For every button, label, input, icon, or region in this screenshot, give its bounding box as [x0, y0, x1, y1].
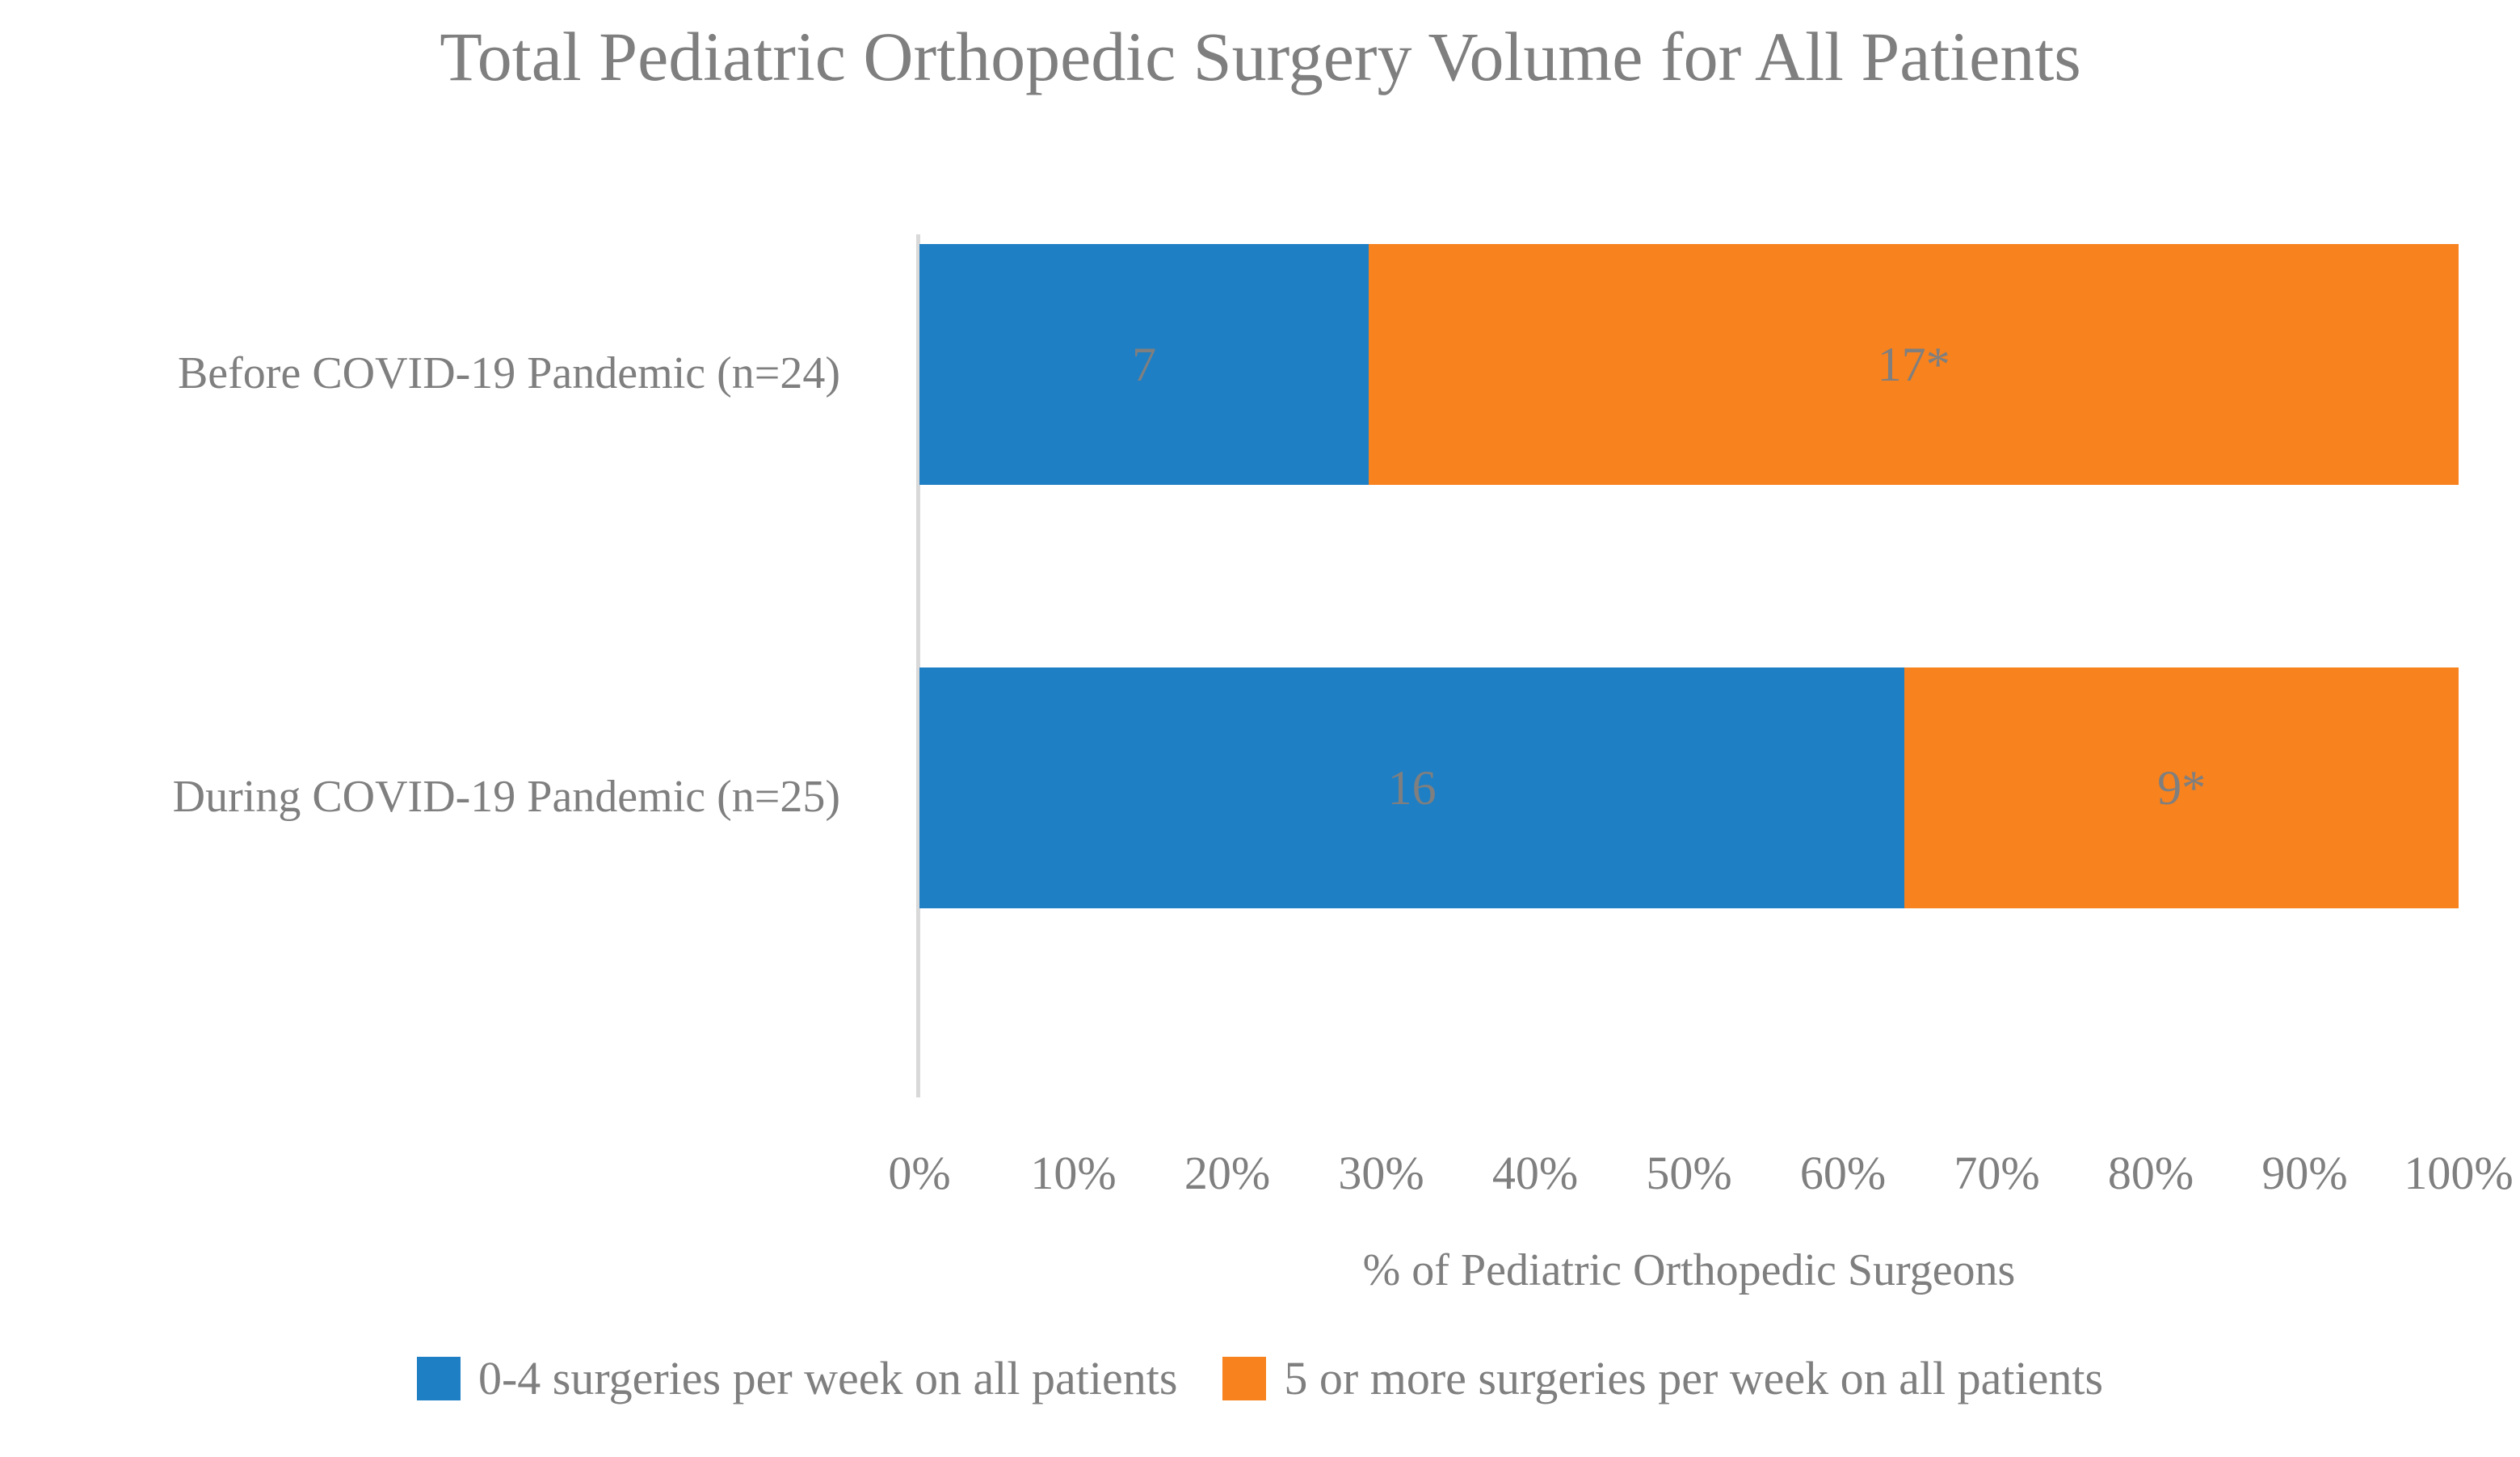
x-axis-title: % of Pediatric Orthopedic Surgeons [1362, 1245, 2016, 1295]
x-tick: 60% [1799, 1147, 1887, 1199]
legend-swatch-icon [417, 1357, 461, 1400]
legend-item-blue[interactable] [417, 1351, 1177, 1405]
bar-value-label: 7 [1132, 338, 1157, 391]
bar-value-label: 17* [1877, 338, 1950, 391]
x-tick: 40% [1491, 1147, 1579, 1199]
x-tick: 50% [1646, 1147, 1732, 1199]
plot-area [919, 234, 2459, 1099]
bar-row [919, 244, 2459, 485]
chart-legend [0, 1351, 2520, 1405]
x-tick: 70% [1954, 1147, 2040, 1199]
bar-segment-during-blue [919, 667, 1904, 908]
x-tick: 20% [1184, 1147, 1271, 1199]
legend-label: 0-4 surgeries per week on all patients [477, 1352, 1178, 1404]
legend-swatch-icon [1222, 1357, 1266, 1400]
x-tick: 100% [2404, 1147, 2514, 1199]
bar-segment-before-blue [919, 244, 1369, 485]
bar-value-label: 16 [1387, 761, 1437, 815]
category-axis-labels [0, 234, 889, 1099]
bar-segment-during-orange [1904, 667, 2459, 908]
category-label-before: Before COVID-19 Pandemic (n=24) [177, 348, 840, 398]
bar-segment-before-orange [1369, 244, 2459, 485]
x-tick: 90% [2261, 1147, 2348, 1199]
x-tick: 80% [2107, 1147, 2194, 1199]
category-label-during: During COVID-19 Pandemic (n=25) [172, 772, 840, 822]
x-tick: 10% [1030, 1147, 1117, 1199]
x-axis-ticks [888, 1146, 2514, 1202]
chart-title: Total Pediatric Orthopedic Surgery Volume for All Patients [440, 18, 2081, 95]
x-tick: 0% [888, 1147, 951, 1199]
legend-label: 5 or more surgeries per week on all patients [1284, 1352, 2104, 1404]
legend-item-orange[interactable] [1222, 1351, 2103, 1405]
x-tick: 30% [1338, 1147, 1424, 1199]
bar-value-label: 9* [2157, 761, 2207, 815]
bar-row [919, 667, 2459, 908]
